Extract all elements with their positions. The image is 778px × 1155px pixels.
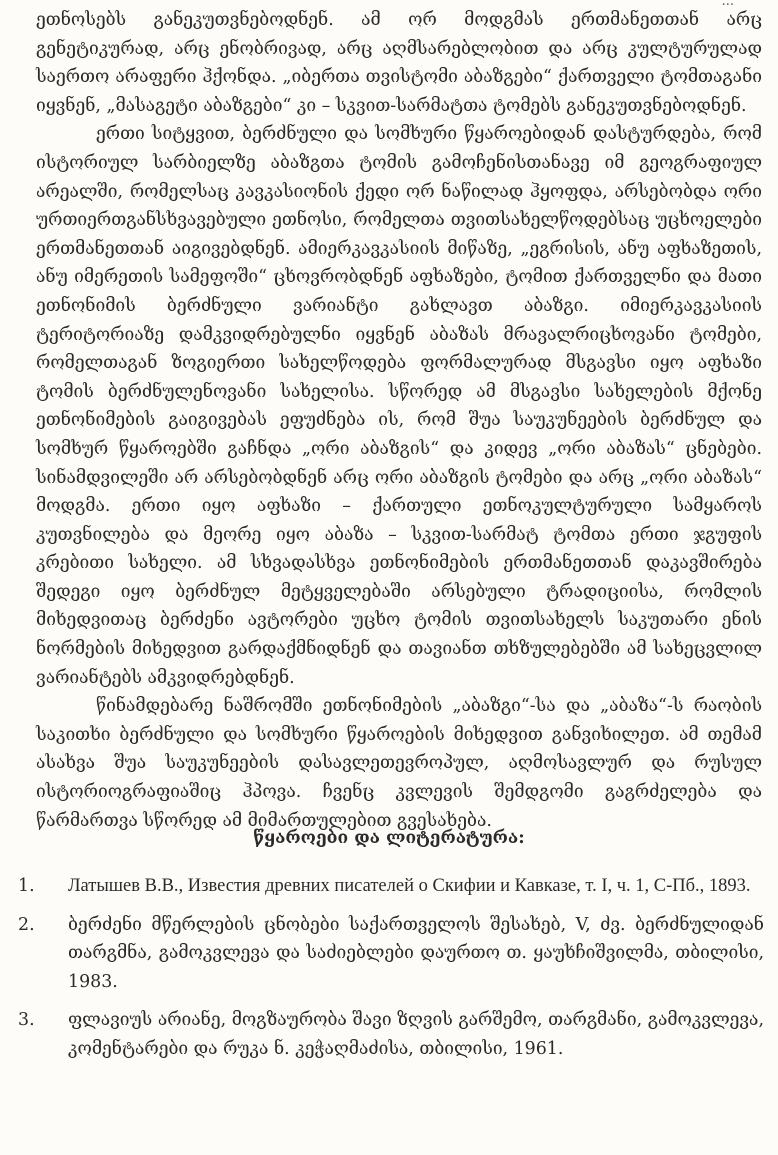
- references-list: [18, 872, 764, 1074]
- paragraph-1: ეთნოსებს განეკუთვნებოდნენ. ამ ორ მოდგმას ერთმანეთთან არც გენეტიკურად, არც ენობრივად, არც აღმსარებლობით და არც კულტურულად საერთო არაფერი ჰქონდა. „იბერთა თვისტომი აბაზგები“ ქართველი ტომთაგანი იყვნენ, „მასაგეტი აბაზგები“ კი – სკვით-სარმატთა ტომებს განეკუთვნებოდნენ.: [36, 10, 762, 116]
- reference-number: 1.: [18, 876, 35, 896]
- paragraph-3: წინამდებარე ნაშრომში ეთნონიმების „აბაზგი“-სა და „აბაზა“-ს რაობის საკითხი ბერძნული და სომხური წყაროების მიხედვით განვიხილეთ. ამ თემამ ასახვა შუა საუკუნეების დასავლეთევროპულ, აღმოსავლურ და რუსულ ისტორიოგრაფიაშიც ჰპოვა. ჩვენც კვლევის შემდგომი გაგრძელება და წარმართვა სწორედ ამ მიმართულებით გვესახება.: [36, 696, 762, 831]
- reference-number: 3.: [18, 1010, 35, 1031]
- reference-item: [18, 1006, 764, 1063]
- running-header-fragment: ...: [721, 0, 734, 9]
- paragraph-2: ერთი სიტყვით, ბერძნული და სომხური წყაროებიდან დასტურდება, რომ ისტორიულ სარბიელზე აბაზგთა ტომის გამოჩენისთანავე იმ გეოგრაფიულ არეალში, რომელსაც კავკასიონის ქედი ორ ნაწილად ჰყოფდა, არსებობდა ორი ურთიერთგანსხვავებული ეთნოსი, რომელთა თვითსახელწოდებსაც უცხოელები ერთმანეთთან აიგივებდნენ. ამიერკავკასიის მიწაზე, „ეგრისის, ანუ აფხაზეთის, ანუ იმერეთის სამეფოში“ ცხოვრობდნენ აფხაზები, ტომით ქართველნი და მათი ეთნონიმის ბერძნული ვარიანტი გახლავთ აბაზგი. იმიერკავკასიის ტერიტორიაზე დამკვიდრებულნი იყვნენ აბაზას მრავალრიცხოვანი ტომები, რომელთაგან ზოგიერთი სახელწოდება ფორმალურად მსგავსი იყო აფხაზი ტომის ბერძნულენოვანი სახელისა. სწორედ ამ მსგავსი სახელების მქონე ეთნონიმების გაიგივებას ეფუძნება ის, რომ შუა საუკუნეების ბერძნულ და სომხურ წყაროებში გაჩნდა „ორი აბაზგის“ და კიდევ „ორი აბაზას“ ცნებები. სინამდვილეში არ არსებობდნენ არც ორი აბაზგის ტომები და არც „ორი აბაზას“ მოდგმა. ერთი იყო აფხაზი – ქართული ეთნოკულტურული სამყაროს კუთვნილება და მეორე იყო აბაზა – სკვით-სარმატ ტომთა ერთი ჯგუფის კრებითი სახელი. ამ სხვადასხვა ეთნონიმების ერთმანეთთან დაკავშირება შედეგი იყო ბერძნულ მეტყველებაში არსებული ტრადიციისა, რომლის მიხედვითაც ბერძენი ავტორები უცხო ტომის თვითსახელს საკუთარი ენის ნორმების მიხედვით გარდაქმნიდნენ და თავიანთ თხზულებებში ამ სახეცვლილ ვარიანტებს ამკვიდრებდნენ.: [36, 124, 762, 688]
- body-text: [36, 6, 762, 835]
- reference-item: [18, 911, 764, 997]
- reference-text: ბერძენი მწერლების ცნობები საქართველოს შესახებ, V, ძვ. ბერძნულიდან თარგმნა, გამოკვლევა და საძიებლები დაურთო თ. ყაუხჩიშვილმა, თბილისი, 1983.: [68, 914, 764, 992]
- reference-number: 2.: [18, 914, 35, 935]
- references-heading: წყაროები და ლიტერატურა:: [253, 828, 525, 848]
- reference-item: [18, 872, 764, 901]
- reference-text: Латышев В.В., Известия древних писателей о Скифии и Кавказе, т. I, ч. 1, С-Пб., 1893.: [68, 876, 751, 896]
- reference-text: ფლავიუს არიანე, მოგზაურობა შავი ზღვის გარშემო, თარგმანი, გამოკვლევა, კომენტარები და რუკა ნ. კეჭაღმაძისა, თბილისი, 1961.: [68, 1010, 764, 1059]
